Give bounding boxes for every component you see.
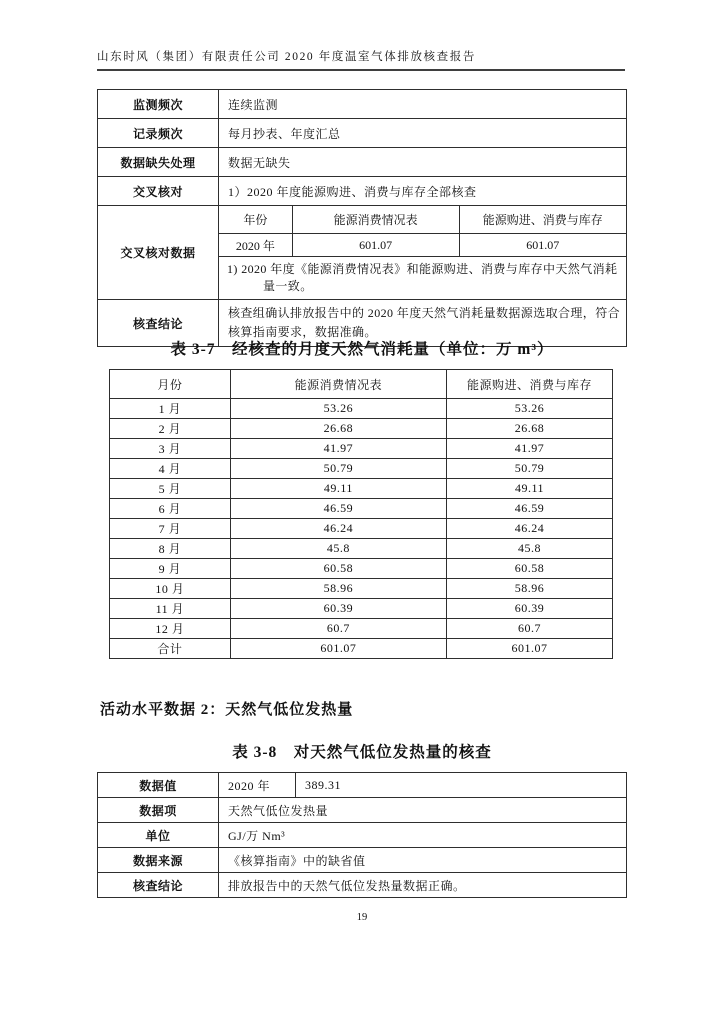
- value-cell: 58.96: [447, 579, 613, 599]
- value-cell: 46.24: [230, 519, 446, 539]
- table-row-data-source: [98, 848, 627, 873]
- cross-check-year-value: 2020 年: [219, 234, 292, 257]
- value-cell: 41.97: [447, 439, 613, 459]
- cross-check-col-consumption-report: 能源消费情况表: [292, 206, 459, 234]
- table-3-7-caption: 表 3-7 经核查的月度天然气消耗量（单位：万 m³）: [170, 341, 554, 358]
- page-number: 19: [356, 912, 368, 923]
- cross-check-data-row: [219, 234, 626, 257]
- col-header-purchase-inventory: 能源购进、消费与库存: [447, 370, 613, 399]
- row-label-conclusion: 核查结论: [98, 873, 219, 898]
- row-label-data-source: 数据来源: [98, 848, 219, 873]
- month-cell: 10 月: [110, 579, 231, 599]
- value-cell: 49.11: [230, 479, 446, 499]
- row-value-conclusion: 核查组确认排放报告中的 2020 年度天然气消耗量数据源选取合理，符合核算指南要求，数据准确。: [219, 300, 627, 347]
- row-label-data-item: 数据项: [98, 798, 219, 823]
- monitoring-info-table: [97, 89, 627, 347]
- row-label-data-value: 数据值: [98, 773, 219, 798]
- value-cell: 46.59: [447, 499, 613, 519]
- value-cell: 58.96: [230, 579, 446, 599]
- row-value-monitoring-frequency: 连续监测: [219, 90, 627, 119]
- value-cell: 46.24: [447, 519, 613, 539]
- table-row-conclusion: [98, 873, 627, 898]
- row-value-missing-data: 数据无缺失: [219, 148, 627, 177]
- value-cell: 53.26: [447, 399, 613, 419]
- value-cell: 26.68: [230, 419, 446, 439]
- table-row: [98, 148, 627, 177]
- row-label-record-frequency: 记录频次: [98, 119, 219, 148]
- cross-check-value-1: 601.07: [292, 234, 459, 257]
- table-row-jun: [110, 499, 613, 519]
- month-cell: 3 月: [110, 439, 231, 459]
- value-cell: 50.79: [230, 459, 446, 479]
- row-label-unit: 单位: [98, 823, 219, 848]
- col-header-month: 月份: [110, 370, 231, 399]
- cross-check-note: 1) 2020 年度《能源消费情况表》和能源购进、消费与库存中天然气消耗量一致。: [219, 257, 626, 300]
- value-cell: 49.11: [447, 479, 613, 499]
- month-cell: 12 月: [110, 619, 231, 639]
- row-value-data-item: 天然气低位发热量: [219, 798, 627, 823]
- value-cell: 50.79: [447, 459, 613, 479]
- table-row-feb: [110, 419, 613, 439]
- table-row-unit: [98, 823, 627, 848]
- value-cell: 60.7: [230, 619, 446, 639]
- row-label-missing-data: 数据缺失处理: [98, 148, 219, 177]
- cross-check-value-2: 601.07: [459, 234, 626, 257]
- value-cell: 60.39: [230, 599, 446, 619]
- row-value-data-source: 《核算指南》中的缺省值: [219, 848, 627, 873]
- total-value-cell: 601.07: [447, 639, 613, 659]
- value-cell: 45.8: [447, 539, 613, 559]
- heating-value-table: [97, 772, 627, 898]
- row-value-cross-check: 1）2020 年度能源购进、消费与库存全部核查: [219, 177, 627, 206]
- row-label-cross-check: 交叉核对: [98, 177, 219, 206]
- month-cell: 1 月: [110, 399, 231, 419]
- monthly-gas-consumption-table: [109, 369, 613, 659]
- month-cell: 11 月: [110, 599, 231, 619]
- table-row-may: [110, 479, 613, 499]
- row-value-unit: GJ/万 Nm³: [219, 823, 627, 848]
- total-value-cell: 601.07: [230, 639, 446, 659]
- table-row-apr: [110, 459, 613, 479]
- table-row: [98, 90, 627, 119]
- col-header-consumption-report: 能源消费情况表: [230, 370, 446, 399]
- table-row-aug: [110, 539, 613, 559]
- month-cell: 9 月: [110, 559, 231, 579]
- table-row-mar: [110, 439, 613, 459]
- row-label-cross-check-data: 交叉核对数据: [98, 206, 219, 300]
- month-cell: 5 月: [110, 479, 231, 499]
- table-row-sep: [110, 559, 613, 579]
- cross-check-note-row: [219, 257, 626, 300]
- table-row-jan: [110, 399, 613, 419]
- month-cell: 2 月: [110, 419, 231, 439]
- value-cell: 60.58: [230, 559, 446, 579]
- total-label-cell: 合计: [110, 639, 231, 659]
- row-label-conclusion: 核查结论: [98, 300, 219, 347]
- table-row-cross-check-data: [98, 206, 627, 300]
- table-row-jul: [110, 519, 613, 539]
- value-cell: 60.58: [447, 559, 613, 579]
- value-cell: 41.97: [230, 439, 446, 459]
- section-heading-activity-data-2: 活动水平数据 2：天然气低位发热量: [100, 702, 354, 718]
- cross-check-col-purchase-inventory: 能源购进、消费与库存: [459, 206, 626, 234]
- row-value-record-frequency: 每月抄表、年度汇总: [219, 119, 627, 148]
- table-3-8-caption: 表 3-8 对天然气低位发热量的核查: [232, 744, 492, 761]
- cross-check-data-cell: [219, 206, 627, 300]
- monthly-table-header-row: [110, 370, 613, 399]
- table-row-data-value: [98, 773, 627, 798]
- month-cell: 7 月: [110, 519, 231, 539]
- value-cell: 60.7: [447, 619, 613, 639]
- month-cell: 4 月: [110, 459, 231, 479]
- data-value-year: 2020 年: [219, 773, 296, 798]
- table-row-oct: [110, 579, 613, 599]
- value-cell: 45.8: [230, 539, 446, 559]
- row-value-conclusion: 排放报告中的天然气低位发热量数据正确。: [219, 873, 627, 898]
- table-row-data-item: [98, 798, 627, 823]
- cross-check-header-row: [219, 206, 626, 234]
- table-row-total: [110, 639, 613, 659]
- table-row-nov: [110, 599, 613, 619]
- row-label-monitoring-frequency: 监测频次: [98, 90, 219, 119]
- value-cell: 60.39: [447, 599, 613, 619]
- value-cell: 46.59: [230, 499, 446, 519]
- table-row: [98, 177, 627, 206]
- table-row-dec: [110, 619, 613, 639]
- month-cell: 6 月: [110, 499, 231, 519]
- cross-check-table: [219, 206, 626, 299]
- month-cell: 8 月: [110, 539, 231, 559]
- data-value-number: 389.31: [296, 773, 627, 798]
- value-cell: 26.68: [447, 419, 613, 439]
- report-header-title: 山东时风（集团）有限责任公司 2020 年度温室气体排放核查报告: [97, 48, 625, 71]
- value-cell: 53.26: [230, 399, 446, 419]
- cross-check-col-year: 年份: [219, 206, 292, 234]
- table-row: [98, 119, 627, 148]
